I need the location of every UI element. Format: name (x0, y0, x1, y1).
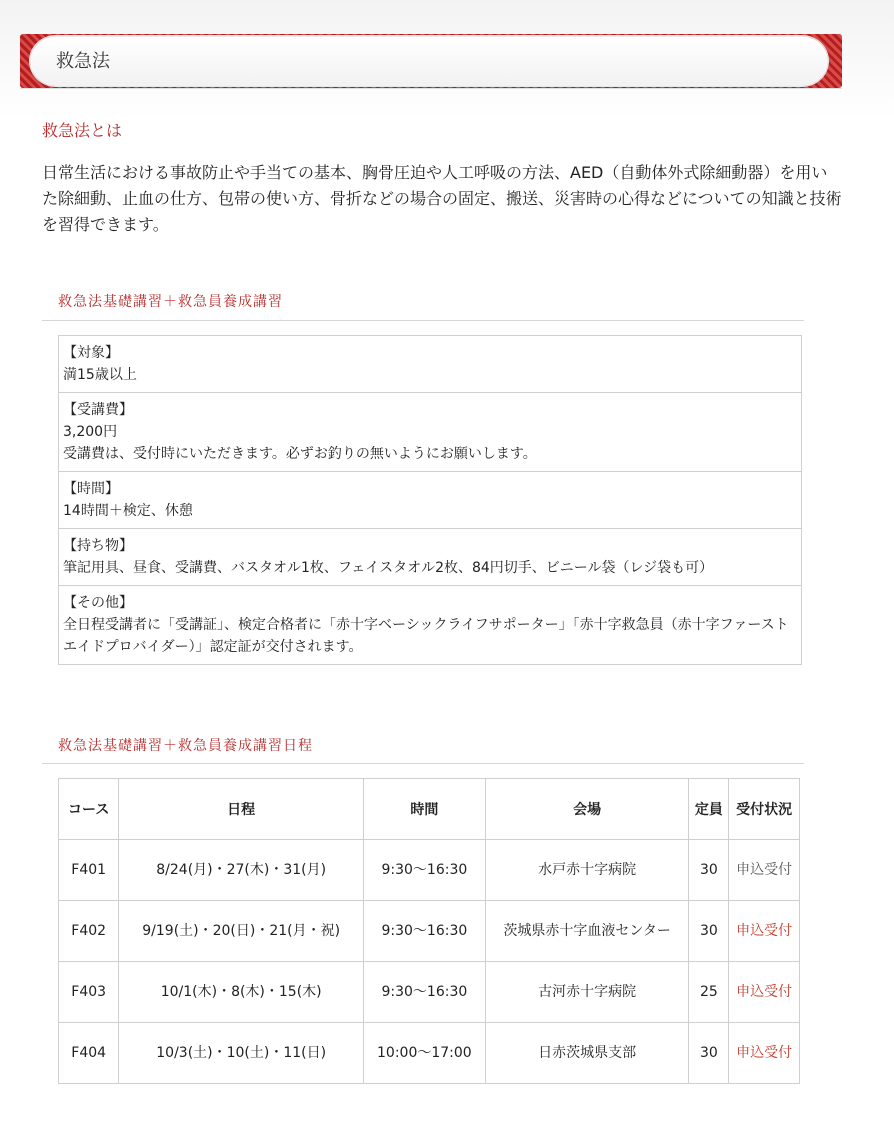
cell-time: 9:30〜16:30 (363, 840, 485, 901)
info-label: 【その他】 (63, 595, 133, 611)
cell-dates: 9/19(土)・20(日)・21(月・祝) (119, 901, 364, 962)
cell-course: F403 (59, 962, 119, 1023)
cell-capacity: 30 (689, 1023, 729, 1084)
cell-venue: 古河赤十字病院 (485, 962, 689, 1023)
page-title: 救急法 (56, 51, 110, 72)
section-title: 救急法とは (42, 121, 123, 140)
cell-capacity: 30 (689, 901, 729, 962)
info-label: 【持ち物】 (63, 538, 133, 554)
course-heading-line (42, 320, 804, 321)
info-text: 14時間＋検定、休憩 (63, 503, 193, 519)
info-block-target (59, 336, 801, 393)
cell-status: 申込受付 (729, 840, 800, 901)
cell-dates: 10/1(木)・8(木)・15(木) (119, 962, 364, 1023)
col-dates: 日程 (119, 779, 364, 840)
info-text: 筆記用具、昼食、受講費、バスタオル1枚、フェイスタオル2枚、84円切手、ビニール袋（レジ袋も可） (63, 560, 714, 576)
col-time: 時間 (363, 779, 485, 840)
cell-course: F404 (59, 1023, 119, 1084)
col-course: コース (59, 779, 119, 840)
header-divider (20, 88, 842, 89)
cell-course: F402 (59, 901, 119, 962)
info-label: 【時間】 (63, 481, 119, 497)
table-row (59, 840, 800, 901)
table-row (59, 901, 800, 962)
cell-status: 申込受付 (729, 1023, 800, 1084)
cell-time: 10:00〜17:00 (363, 1023, 485, 1084)
cell-status: 申込受付 (729, 962, 800, 1023)
info-block-items (59, 529, 801, 586)
info-block-other (59, 586, 801, 664)
info-text: 満15歳以上 (63, 367, 137, 383)
info-label: 【受講費】 (63, 402, 133, 418)
course-heading: 救急法基礎講習＋救急員養成講習 (58, 294, 283, 310)
intro-text: 日常生活における事故防止や手当ての基本、胸骨圧迫や人工呼吸の方法、AED（自動体外式除細動器）を用いた除細動、止血の仕方、包帯の使い方、骨折などの場合の固定、搬送、災害時の心得などについての知識と技術を習得できます。 (42, 163, 842, 234)
schedule-heading-line (42, 763, 804, 764)
info-text: 受講費は、受付時にいただきます。必ずお釣りの無いようにお願いします。 (63, 446, 537, 462)
table-header-row (59, 779, 800, 840)
course-info (58, 335, 802, 665)
cell-venue: 日赤茨城県支部 (485, 1023, 689, 1084)
info-label: 【対象】 (63, 345, 119, 361)
schedule-table (58, 778, 800, 1084)
cell-venue: 茨城県赤十字血液センター (485, 901, 689, 962)
cell-status: 申込受付 (729, 901, 800, 962)
cell-time: 9:30〜16:30 (363, 962, 485, 1023)
col-capacity: 定員 (689, 779, 729, 840)
info-block-time (59, 472, 801, 529)
cell-venue: 水戸赤十字病院 (485, 840, 689, 901)
header-pill (30, 36, 828, 86)
info-text: 3,200円 (63, 424, 118, 440)
schedule-heading: 救急法基礎講習＋救急員養成講習日程 (58, 738, 313, 754)
cell-course: F401 (59, 840, 119, 901)
cell-dates: 8/24(月)・27(木)・31(月) (119, 840, 364, 901)
cell-capacity: 30 (689, 840, 729, 901)
table-row (59, 1023, 800, 1084)
col-status: 受付状況 (729, 779, 800, 840)
cell-dates: 10/3(土)・10(土)・11(日) (119, 1023, 364, 1084)
cell-capacity: 25 (689, 962, 729, 1023)
cell-time: 9:30〜16:30 (363, 901, 485, 962)
table-row (59, 962, 800, 1023)
info-block-fee (59, 393, 801, 472)
col-venue: 会場 (485, 779, 689, 840)
info-text: 全日程受講者に「受講証」、検定合格者に「赤十字ベーシックライフサポーター」「赤十字救急員（赤十字ファーストエイドプロバイダー）」認定証が交付されます。 (63, 617, 789, 655)
